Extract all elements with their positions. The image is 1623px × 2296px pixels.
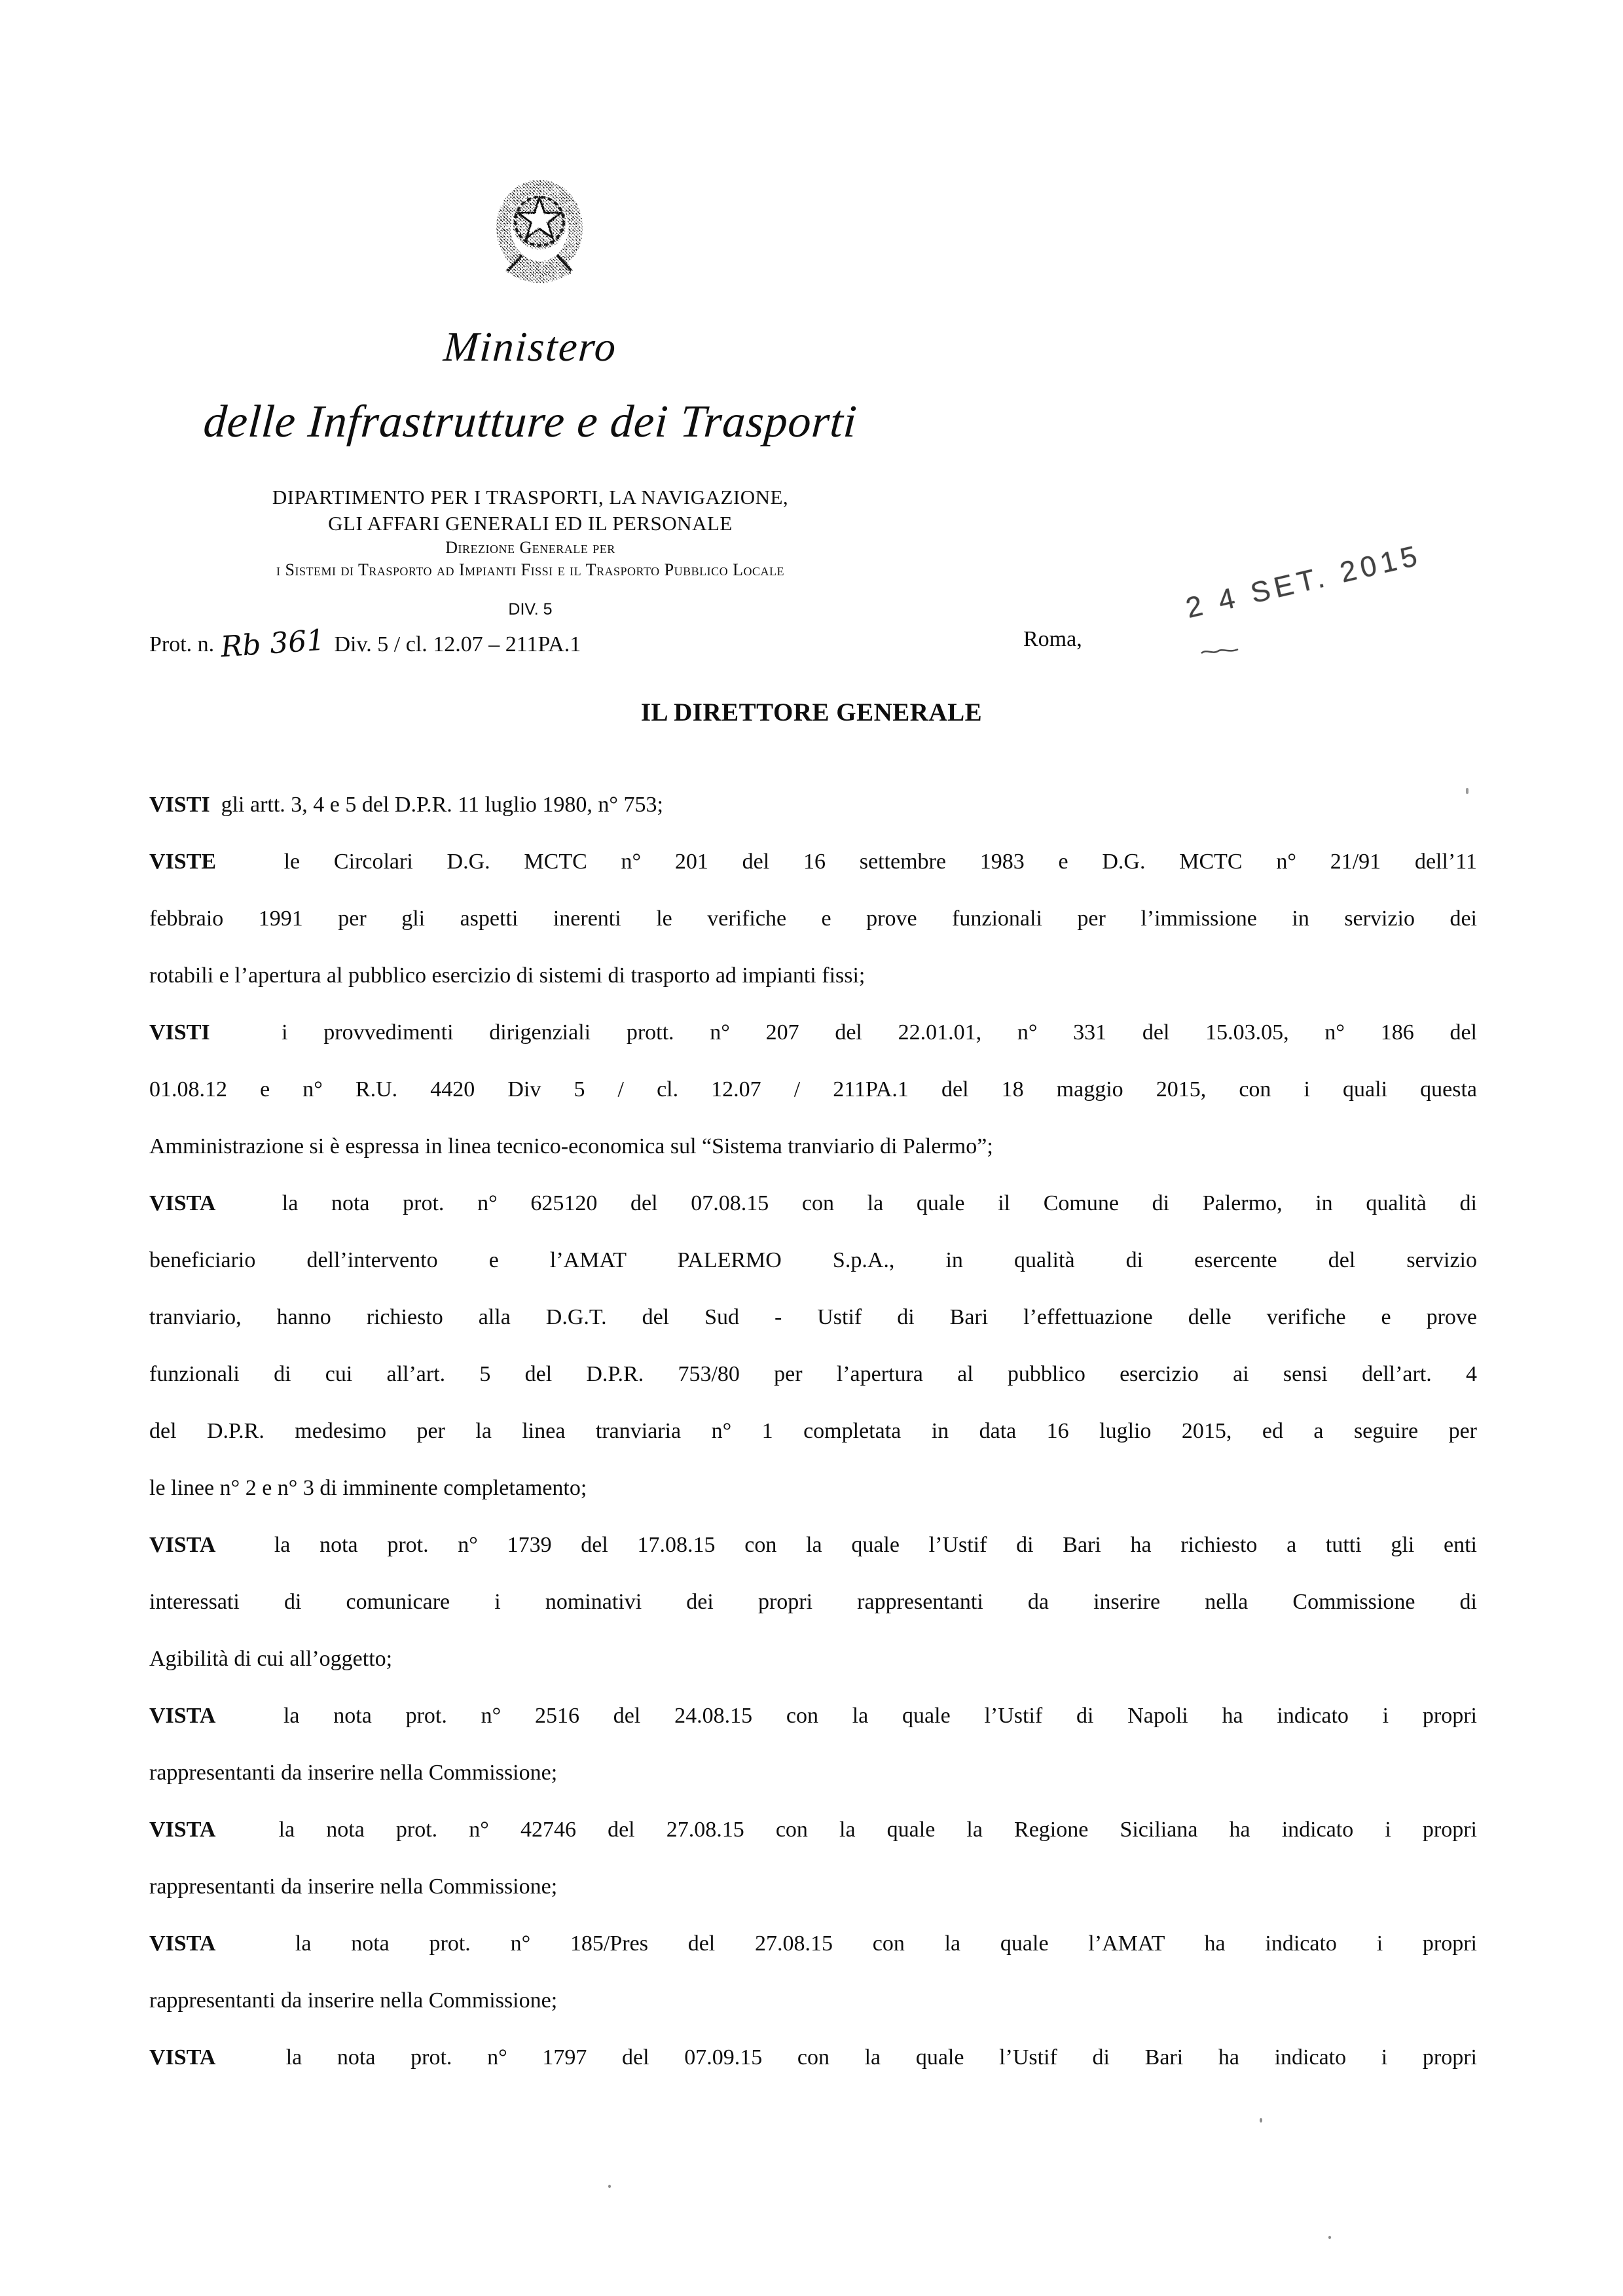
handwritten-protocol-number: Rb 361 (219, 623, 327, 664)
paragraph-lead: VISTA (149, 1533, 216, 1557)
protocol-suffix: Div. 5 / cl. 12.07 – 211PA.1 (334, 632, 581, 656)
scan-speck (1328, 2236, 1331, 2239)
paragraph-lead: VISTA (149, 1931, 216, 1956)
body-line: le linee n° 2 e n° 3 di imminente completamento; (149, 1476, 587, 1500)
body-paragraph (149, 1516, 1477, 1687)
department-line-3: Direzione Generale per (445, 538, 615, 557)
body-line: VISTA la nota prot. n° 2516 del 24.08.15 con la quale l’Ustif di Napoli ha indicato i propri (149, 1704, 1477, 1728)
paragraph-lead: VISTE (149, 850, 217, 874)
body-line: funzionali di cui all’art. 5 del D.P.R. 753/80 per l’apertura al pubblico esercizio ai sensi dell’art. 4 (149, 1362, 1477, 1386)
body-paragraph (149, 1915, 1477, 2029)
body-line: VISTI gli artt. 3, 4 e 5 del D.P.R. 11 luglio 1980, n° 753; (149, 793, 663, 817)
body-line: VISTA la nota prot. n° 42746 del 27.08.15 con la quale la Regione Siciliana ha indicato i propri (149, 1818, 1477, 1842)
scan-speck (1466, 788, 1468, 794)
paragraph-lead: VISTA (149, 1818, 216, 1842)
body-line: VISTA la nota prot. n° 185/Pres del 27.08.15 con la quale l’AMAT ha indicato i propri (149, 1931, 1477, 1956)
body-line: Amministrazione si è espressa in linea tecnico-economica sul “Sistema tranviario di Palermo”; (149, 1134, 993, 1158)
scan-speck (608, 2185, 611, 2188)
body-line: Agibilità di cui all’oggetto; (149, 1647, 393, 1671)
body-line: VISTE le Circolari D.G. MCTC n° 201 del 16 settembre 1983 e D.G. MCTC n° 21/91 dell’11 (149, 850, 1477, 874)
body-line: rappresentanti da inserire nella Commissione; (149, 1988, 558, 2013)
ministry-script-name: Ministero (442, 323, 619, 370)
paragraph-lead: VISTI (149, 1020, 210, 1045)
body-paragraph (149, 1687, 1477, 1801)
body-paragraph (149, 1004, 1477, 1175)
paragraph-lead: VISTI (149, 793, 210, 817)
body-line: interessati di comunicare i nominativi dei propri rappresentanti da inserire nella Commissione di (149, 1590, 1477, 1614)
body-line: tranviario, hanno richiesto alla D.G.T. del Sud - Ustif di Bari l’effettuazione delle verifiche e prove (149, 1305, 1477, 1329)
protocol-prefix: Prot. n. (149, 632, 215, 656)
paragraph-lead: VISTA (149, 1191, 216, 1215)
body-line: VISTI i provvedimenti dirigenziali prott. n° 207 del 22.01.01, n° 331 del 15.03.05, n° 186 del (149, 1020, 1477, 1045)
paragraph-lead: VISTA (149, 1704, 216, 1728)
document-body (149, 776, 1477, 2086)
letterhead (65, 177, 995, 619)
department-line-4: i Sistemi di Trasporto ad Impianti Fissi e il Trasporto Pubblico Locale (276, 560, 784, 579)
place-label: Roma, (1023, 627, 1082, 651)
pen-scribble (1200, 645, 1241, 658)
scan-speck (1260, 2118, 1262, 2123)
body-line: rotabili e l’apertura al pubblico esercizio di sistemi di trasporto ad impianti fissi; (149, 963, 866, 988)
protocol-line (149, 623, 581, 664)
department-line-2: GLI AFFARI GENERALI ED IL PERSONALE (328, 512, 733, 535)
body-paragraph (149, 776, 1477, 833)
body-paragraph (149, 2029, 1477, 2086)
date-stamp: 2 4 SET. 2015 (1182, 539, 1425, 625)
body-line: rappresentanti da inserire nella Commissione; (149, 1761, 558, 1785)
body-line: 01.08.12 e n° R.U. 4420 Div 5 / cl. 12.07 / 211PA.1 del 18 maggio 2015, con i quali questa (149, 1077, 1477, 1102)
document-title: IL DIRETTORE GENERALE (640, 698, 983, 726)
body-line: febbraio 1991 per gli aspetti inerenti le verifiche e prove funzionali per l’immissione in servizio dei (149, 906, 1477, 931)
body-line: del D.P.R. medesimo per la linea tranviaria n° 1 completata in data 16 luglio 2015, ed a seguire per (149, 1419, 1477, 1443)
body-line: VISTA la nota prot. n° 625120 del 07.08.15 con la quale il Comune di Palermo, in qualità di (149, 1191, 1477, 1215)
department-line-1: DIPARTIMENTO PER I TRASPORTI, LA NAVIGAZIONE, (272, 486, 789, 509)
body-line: VISTA la nota prot. n° 1739 del 17.08.15 con la quale l’Ustif di Bari ha richiesto a tutti gli enti (149, 1533, 1477, 1557)
italy-emblem-icon (490, 177, 589, 288)
body-paragraph (149, 1175, 1477, 1516)
paragraph-lead: VISTA (149, 2045, 216, 2070)
body-line: rappresentanti da inserire nella Commissione; (149, 1874, 558, 1899)
body-paragraph (149, 1801, 1477, 1915)
body-line: beneficiario dell’intervento e l’AMAT PALERMO S.p.A., in qualità di esercente del servizio (149, 1248, 1477, 1272)
body-paragraph (149, 833, 1477, 1004)
division-label: DIV. 5 (508, 600, 553, 619)
ministry-script-name-2: delle Infrastrutture e dei Trasporti (202, 397, 859, 447)
body-line: VISTA la nota prot. n° 1797 del 07.09.15 con la quale l’Ustif di Bari ha indicato i propri (149, 2045, 1477, 2070)
